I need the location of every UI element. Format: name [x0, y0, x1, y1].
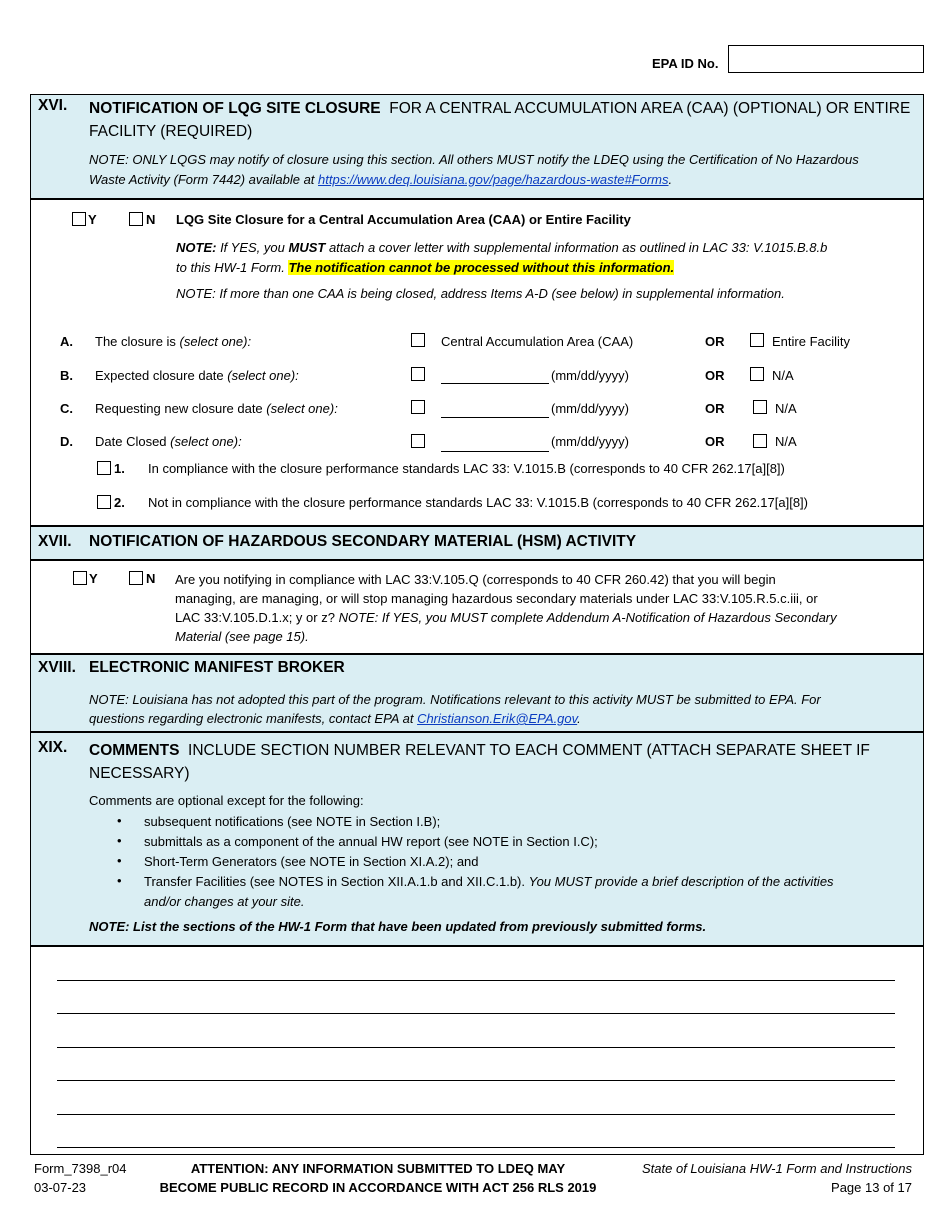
- xvii-question-line3b: NOTE: If YES, you MUST complete Addendum A-Notification of Hazardous Secondary: [338, 610, 837, 625]
- row-a-entire-facility-checkbox[interactable]: [750, 333, 764, 347]
- bullet-text: subsequent notifications (see NOTE in Section I.B);: [144, 814, 441, 829]
- row-a-label-text: The closure is: [95, 334, 180, 349]
- sub1-number: 1.: [114, 461, 125, 476]
- footer-attention-line1: ATTENTION: ANY INFORMATION SUBMITTED TO LDEQ MAY: [190, 1161, 566, 1176]
- xvii-question-line4: Material (see page 15).: [175, 629, 309, 644]
- section-xvii-title: NOTIFICATION OF HAZARDOUS SECONDARY MATERIAL (HSM) ACTIVITY: [89, 533, 637, 550]
- comment-line[interactable]: [57, 1080, 895, 1081]
- row-c-or: OR: [705, 401, 725, 416]
- row-d-date-format: (mm/dd/yyyy): [551, 434, 629, 449]
- xviii-note-end: .: [577, 711, 581, 726]
- section-xix-title-rest: INCLUDE SECTION NUMBER RELEVANT TO EACH COMMENT (ATTACH SEPARATE SHEET IF: [188, 742, 870, 759]
- list-item: [117, 872, 904, 912]
- row-a-entire-facility-label: Entire Facility: [772, 334, 851, 349]
- row-c-label-text: Requesting new closure date: [95, 401, 267, 416]
- bullet-glyph: •: [117, 813, 122, 828]
- xvi-note2-prefix: NOTE:: [176, 240, 217, 255]
- footer-attention-line2: BECOME PUBLIC RECORD IN ACCORDANCE WITH ACT 256 RLS 2019: [159, 1180, 597, 1195]
- footer-attention: [148, 1159, 608, 1197]
- row-a-caa-label: Central Accumulation Area (CAA): [441, 334, 634, 349]
- comment-line[interactable]: [57, 1047, 895, 1048]
- bullet-glyph: •: [117, 873, 122, 888]
- row-a-letter: A.: [60, 334, 73, 349]
- xviii-note-line1: NOTE: Louisiana has not adopted this part of the program. Notifications relevant to this activity MUST be submitted to EPA. For: [89, 692, 821, 707]
- xvii-no-checkbox[interactable]: [129, 571, 143, 585]
- xix-bullet-list: [117, 812, 904, 912]
- xvi-note3: NOTE: If more than one CAA is being closed, address Items A-D (see below) in supplemental information.: [176, 286, 785, 301]
- footer-form-id: [34, 1159, 127, 1197]
- xvii-yes-checkbox[interactable]: [73, 571, 87, 585]
- section-xviii-note: [89, 690, 919, 728]
- section-xvi-note: [89, 150, 924, 190]
- row-b-na-checkbox[interactable]: [750, 367, 764, 381]
- footer-title: State of Louisiana HW-1 Form and Instructions: [642, 1161, 912, 1176]
- xvii-question: [175, 570, 915, 646]
- row-a-label-italic: (select one):: [179, 334, 252, 349]
- footer-date: 03-07-23: [34, 1180, 87, 1195]
- xviii-note-line2: questions regarding electronic manifests, contact EPA at: [89, 711, 418, 726]
- section-xviii-title: ELECTRONIC MANIFEST BROKER: [89, 659, 345, 676]
- row-d-na-checkbox[interactable]: [753, 434, 767, 448]
- section-xix-title: [89, 739, 919, 785]
- row-d-date-checkbox[interactable]: [411, 434, 425, 448]
- row-d-na-label: N/A: [775, 434, 797, 449]
- row-c-label: [95, 401, 338, 416]
- bullet-glyph: •: [117, 853, 122, 868]
- section-xvi-title: [89, 97, 919, 143]
- row-b-date-input[interactable]: [441, 383, 549, 384]
- row-b-label-text: Expected closure date: [95, 368, 228, 383]
- xvii-no-label: N: [146, 571, 156, 586]
- comment-line[interactable]: [57, 1114, 895, 1115]
- xix-intro: Comments are optional except for the following:: [89, 793, 364, 808]
- footer-form-number: Form_7398_r04: [34, 1161, 127, 1176]
- row-a-or: OR: [705, 334, 725, 349]
- sub1-text: In compliance with the closure performance standards LAC 33: V.1015.B (corresponds to 40 CFR 262.17[a][8]): [148, 461, 785, 476]
- bullet-italic-text: You MUST provide a brief description of the activities: [528, 874, 834, 889]
- epa-id-input[interactable]: [728, 45, 924, 73]
- epa-id-label: EPA ID No.: [652, 56, 719, 71]
- section-xix-number: XIX.: [38, 739, 68, 756]
- xvi-yes-label: Y: [88, 212, 97, 227]
- row-b-label-italic: (select one):: [227, 368, 299, 383]
- row-b-letter: B.: [60, 368, 73, 383]
- comment-line[interactable]: [57, 1147, 895, 1148]
- xvi-note2-c: to this HW-1 Form.: [176, 260, 289, 275]
- xvii-question-line3a: LAC 33:V.105.D.1.x; y or z?: [175, 610, 339, 625]
- xvi-no-checkbox[interactable]: [129, 212, 143, 226]
- bullet-text: Transfer Facilities (see NOTES in Section XII.A.1.b and XII.C.1.b).: [144, 874, 529, 889]
- row-a-caa-checkbox[interactable]: [411, 333, 425, 347]
- section-xvi-note-end: .: [668, 172, 673, 187]
- sub2-number: 2.: [114, 495, 125, 510]
- sub2-checkbox[interactable]: [97, 495, 111, 509]
- xvi-note-must-attach: [176, 238, 916, 278]
- xvi-note2-highlight: The notification cannot be processed without this information.: [288, 260, 675, 275]
- xvi-note2-b: attach a cover letter with supplemental information as outlined in LAC 33: V.1015.B.8.b: [325, 240, 828, 255]
- section-xvi-note-line2: Waste Activity (Form 7442) available at: [89, 172, 319, 187]
- xvi-no-label: N: [146, 212, 156, 227]
- section-xvi-number: XVI.: [38, 97, 68, 114]
- sub2-text: Not in compliance with the closure performance standards LAC 33: V.1015.B (corresponds to 40 CFR 262.17[a][8]): [148, 495, 808, 510]
- xvii-question-line2: managing, are managing, or will stop managing hazardous secondary materials under LAC 33:V.105.R.5.c.iii, or: [175, 591, 818, 606]
- row-c-date-input[interactable]: [441, 417, 549, 418]
- xvii-question-line1: Are you notifying in compliance with LAC 33:V.105.Q (corresponds to 40 CFR 260.42) that you will begin: [175, 572, 776, 587]
- row-d-label: [95, 434, 242, 449]
- row-d-letter: D.: [60, 434, 73, 449]
- row-c-na-checkbox[interactable]: [753, 400, 767, 414]
- row-b-na-label: N/A: [772, 368, 794, 383]
- row-d-date-input[interactable]: [441, 451, 549, 452]
- row-b-or: OR: [705, 368, 725, 383]
- xix-note: NOTE: List the sections of the HW-1 Form that have been updated from previously submitted forms.: [89, 919, 707, 934]
- xvi-note2-must: MUST: [288, 240, 326, 255]
- comments-area[interactable]: [30, 946, 924, 1155]
- epa-email-link[interactable]: Christianson.Erik@EPA.gov: [417, 711, 578, 726]
- section-xviii-number: XVIII.: [38, 659, 76, 676]
- list-item: [117, 852, 904, 872]
- section-xvi-title-rest-2: FACILITY (REQUIRED): [89, 123, 253, 140]
- section-xvi-note-line1: NOTE: ONLY LQGS may notify of closure using this section. All others MUST notify the LDEQ using the Certification of No Hazardous: [89, 152, 859, 167]
- xvi-note2-a: If YES, you: [216, 240, 289, 255]
- bullet-glyph: •: [117, 833, 122, 848]
- row-c-label-italic: (select one):: [266, 401, 338, 416]
- bullet-text: Short-Term Generators (see NOTE in Section XI.A.2); and: [144, 854, 479, 869]
- comment-line[interactable]: [57, 1013, 895, 1014]
- footer-page-number: Page 13 of 17: [831, 1180, 912, 1195]
- section-xvi-title-bold: NOTIFICATION OF LQG SITE CLOSURE: [89, 100, 381, 117]
- footer-right: [642, 1159, 912, 1197]
- row-d-label-text: Date Closed: [95, 434, 171, 449]
- row-a-label: [95, 334, 251, 349]
- row-b-date-checkbox[interactable]: [411, 367, 425, 381]
- section-xvi-title-rest: FOR A CENTRAL ACCUMULATION AREA (CAA) (OPTIONAL) OR ENTIRE: [389, 100, 911, 117]
- row-c-letter: C.: [60, 401, 73, 416]
- bullet-text: submittals as a component of the annual HW report (see NOTE in Section I.C);: [144, 834, 598, 849]
- section-xix-title-bold: COMMENTS: [89, 742, 180, 759]
- row-d-label-italic: (select one):: [170, 434, 242, 449]
- bullet-italic-text-2: and/or changes at your site.: [144, 894, 305, 909]
- xvii-yes-label: Y: [89, 571, 98, 586]
- xvi-closure-title: LQG Site Closure for a Central Accumulation Area (CAA) or Entire Facility: [176, 212, 631, 227]
- row-c-date-checkbox[interactable]: [411, 400, 425, 414]
- row-d-or: OR: [705, 434, 725, 449]
- row-c-date-format: (mm/dd/yyyy): [551, 401, 629, 416]
- section-xix-title-rest-2: NECESSARY): [89, 765, 190, 782]
- row-b-label: [95, 368, 299, 383]
- row-c-na-label: N/A: [775, 401, 797, 416]
- list-item: [117, 812, 904, 832]
- section-xvii-number: XVII.: [38, 533, 72, 550]
- row-b-date-format: (mm/dd/yyyy): [551, 368, 629, 383]
- list-item: [117, 832, 904, 852]
- comment-line[interactable]: [57, 980, 895, 981]
- xvi-yes-checkbox[interactable]: [72, 212, 86, 226]
- sub1-checkbox[interactable]: [97, 461, 111, 475]
- deq-forms-link[interactable]: https://www.deq.louisiana.gov/page/hazardous-waste#Forms: [318, 172, 669, 187]
